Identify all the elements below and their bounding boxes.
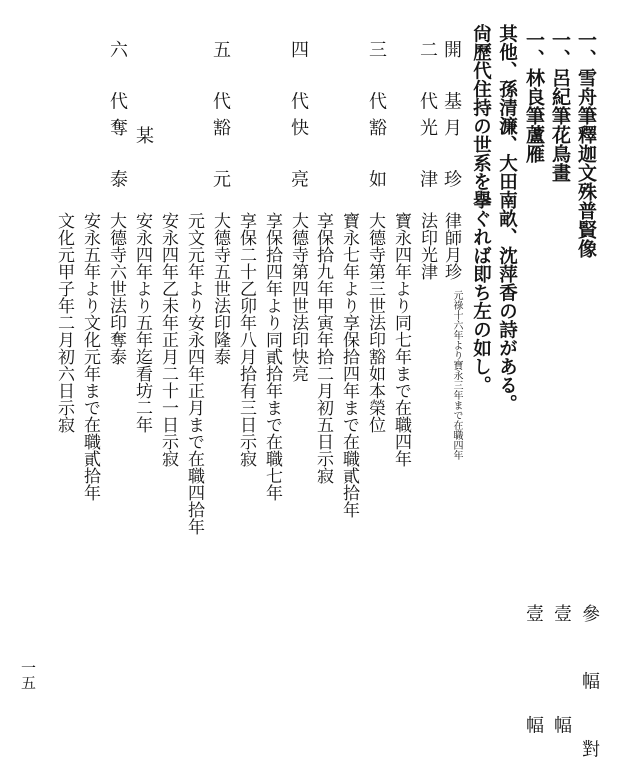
abbot-rank: 五 代 bbox=[210, 40, 231, 124]
abbot-detail: 大德寺五世法印隆泰 bbox=[210, 212, 230, 365]
abbot-detail: 律師月珍 bbox=[441, 212, 461, 280]
abbot-name: 月 珍 bbox=[441, 118, 462, 202]
abbot-detail: 寶永七年より享保拾四年まで在職貳拾年 bbox=[339, 212, 359, 518]
abbot-name: 快 亮 bbox=[288, 118, 309, 202]
abbot-name: 豁 元 bbox=[210, 118, 231, 202]
item-sesshu-painting: 一、雪舟筆釋迦文殊普賢像 bbox=[575, 30, 597, 258]
other-poems-line: 其他、孫清濂、大田南畝、沈萍香の詩がある。 bbox=[496, 24, 518, 413]
abbot-rank: 開 基 bbox=[441, 40, 462, 124]
abbot-name: 豁 如 bbox=[366, 118, 387, 202]
abbot-rank: 四 代 bbox=[288, 40, 309, 124]
abbot-rank: 二 代 bbox=[417, 40, 438, 124]
abbot-detail: 享保二十乙卯年八月拾有三日示寂 bbox=[236, 212, 256, 467]
abbot-detail: 文化元甲子年二月初六日示寂 bbox=[54, 212, 74, 433]
abbot-detail: 大德寺第四世法印快亮 bbox=[288, 212, 308, 382]
abbot-name: 某 bbox=[133, 126, 154, 144]
abbot-rank: 六 代 bbox=[107, 40, 128, 124]
count-one-scroll-b: 壹 幅 bbox=[523, 604, 544, 778]
page-number: 一五 bbox=[19, 660, 37, 690]
count-one-scroll-a: 壹 幅 bbox=[551, 604, 572, 778]
abbot-name: 奪 泰 bbox=[107, 118, 128, 202]
count-three-scrolls: 參 幅 對 bbox=[579, 604, 600, 779]
item-ryoki-painting: 一、呂紀筆花鳥畫 bbox=[549, 30, 571, 182]
abbot-detail: 元文元年より安永四年正月まで在職四拾年 bbox=[184, 212, 204, 535]
abbot-detail: 大德寺六世法印奪泰 bbox=[106, 212, 126, 365]
abbot-detail: 寶永四年より同七年まで在職四年 bbox=[391, 212, 411, 467]
abbot-detail: 安永四年より五年迄看坊二年 bbox=[132, 212, 152, 433]
abbot-detail: 享保拾四年より同貳拾年まで在職七年 bbox=[262, 212, 282, 501]
abbot-note-text: 元祿十六年より寶永三年まで在職四年 bbox=[451, 290, 462, 460]
abbot-name: 光 津 bbox=[417, 118, 438, 202]
abbot-note bbox=[438, 290, 462, 460]
item-rinryo-painting: 一、林良筆蘆雁 bbox=[523, 30, 545, 163]
abbot-detail: 法印光津 bbox=[417, 212, 437, 280]
abbot-detail: 安永五年より文化元年まで在職貳拾年 bbox=[80, 212, 100, 501]
abbot-lineage-intro: 尙歷代住持の世系を擧ぐれば即ち左の如し。 bbox=[470, 24, 492, 394]
abbot-detail: 享保拾九年甲寅年拾二月初五日示寂 bbox=[313, 212, 333, 484]
abbot-rank: 三 代 bbox=[366, 40, 387, 124]
abbot-detail: 大德寺第三世法印豁如本榮位 bbox=[365, 212, 385, 433]
abbot-detail: 安永四年乙未年正月二十一日示寂 bbox=[158, 212, 178, 467]
